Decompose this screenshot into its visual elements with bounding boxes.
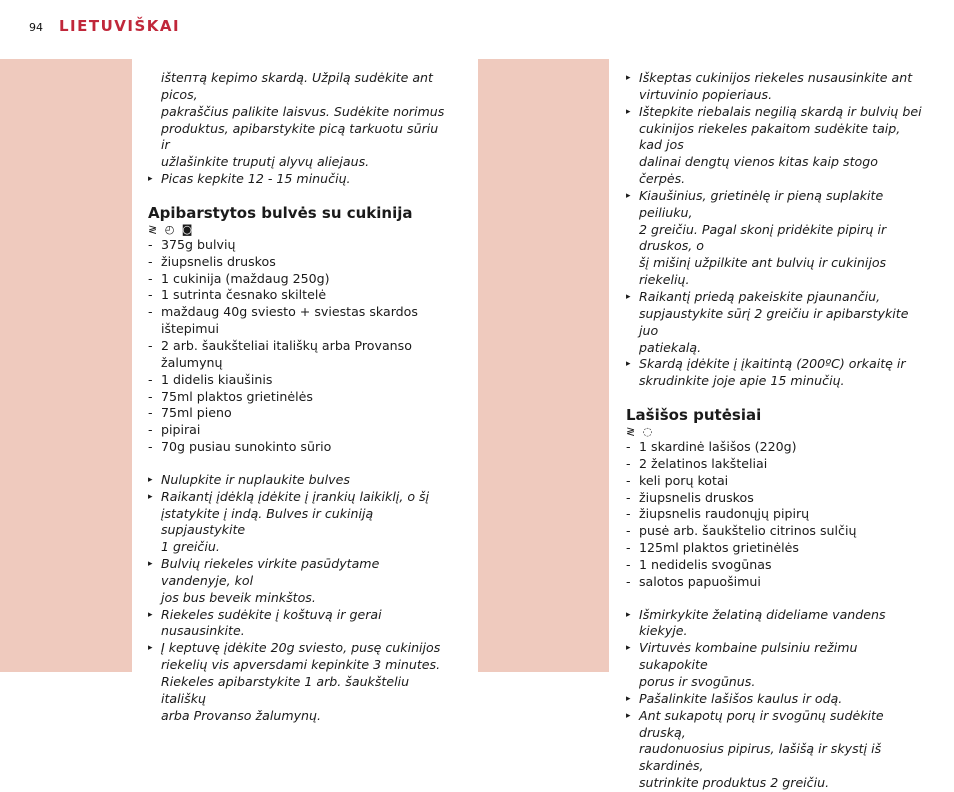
language-title: LIETUVIŠKAI xyxy=(59,17,181,35)
right-column xyxy=(626,70,926,792)
step-item xyxy=(626,188,926,289)
text-line: Į keptuvę įdėkite 20g sviesto, pusę cukinijos xyxy=(161,640,441,656)
ingredient-item xyxy=(626,490,926,507)
ingredient-item xyxy=(626,456,926,473)
text-line: šį mišinį užpilkite ant bulvių ir cukinijos riekelių. xyxy=(639,255,887,288)
text-line: žiupsnelis raudonųjų pipirų xyxy=(639,506,810,522)
recipe-title: Apibarstytos bulvės su cukinija xyxy=(148,203,413,222)
text-line: Bulvių riekeles virkite pasūdytame vandenyje, kol xyxy=(161,556,380,588)
text-line: ištептą kepimo skardą. Užpilą sudėkite ant picos, xyxy=(161,70,433,102)
bullet-marker: ▸ xyxy=(148,609,153,620)
text-line: produktus, apibarstykite picą tarkuotu sūriu ir xyxy=(161,120,439,153)
text-line: 75ml pieno xyxy=(161,405,232,421)
text-line: 75ml plaktos grietinėlės xyxy=(161,388,313,404)
step-item xyxy=(626,356,926,390)
text-line: 375g bulvių xyxy=(161,236,236,252)
dash-marker: - xyxy=(626,556,631,572)
dash-marker: - xyxy=(148,388,153,404)
text-line: 1 sutrinta česnako skiltelė xyxy=(161,287,327,303)
bullet-marker: ▸ xyxy=(626,693,631,704)
text-line: užlašinkite truputį alyvų aliejaus. xyxy=(161,154,370,170)
text-line: virtuvinio popieriaus. xyxy=(639,86,773,102)
text-line: dalinai dengtų vienos kitas kaip stogo čerpės. xyxy=(639,154,878,187)
text-line: 125ml plaktos grietinėlės xyxy=(639,540,799,556)
bullet-marker: ▸ xyxy=(626,359,631,370)
text-line: Iškeptas cukinijos riekeles nusausinkite ant xyxy=(639,70,913,85)
text-line: 1 didelis kiaušinis xyxy=(161,371,273,387)
ingredient-item xyxy=(148,389,448,406)
decorative-band-right xyxy=(478,59,609,672)
step-item xyxy=(626,607,926,641)
recipe-icons: ≷ ◴ ◙ xyxy=(148,222,195,236)
text-line: Išmirkykite želatiną dideliame vandens kiekyje. xyxy=(639,606,886,639)
text-line: pakraščius palikite laisvus. Sudėkite norimus xyxy=(161,103,445,119)
text-line: 1 cukinija (maždaug 250g) xyxy=(161,270,330,286)
text-line: pipirai xyxy=(161,422,201,438)
ingredient-item xyxy=(148,304,448,338)
ingredient-item xyxy=(148,254,448,271)
recipe-title: Lašišos putėsiai xyxy=(626,406,762,425)
text-line: Raikantį įdėklą įdėkite į įrankių laikiklį, o šį xyxy=(161,488,430,504)
text-line: skrudinkite joje apie 15 minučių. xyxy=(639,373,845,389)
decorative-band-left xyxy=(0,59,132,672)
text-line: porus ir svogūnus. xyxy=(639,674,756,689)
text-line: arba Provanso žalumynų. xyxy=(161,707,322,723)
ingredient-item xyxy=(148,405,448,422)
step-item xyxy=(626,70,926,104)
text-line: 2 arb. šaukšteliai itališkų arba Provanso xyxy=(161,337,412,353)
ingredient-item xyxy=(148,237,448,254)
bullet-marker: ▸ xyxy=(626,291,631,302)
continued-text xyxy=(148,70,448,188)
text-line: 1 nedidelis svogūnas xyxy=(639,556,772,572)
text-line: žalumynų xyxy=(161,354,223,370)
dash-marker: - xyxy=(626,455,631,471)
step-item xyxy=(626,691,926,708)
text-line: Nulupkite ir nuplaukite bulves xyxy=(161,471,350,487)
ingredient-item xyxy=(148,372,448,389)
text-line: patiekalą. xyxy=(639,339,702,355)
dash-marker: - xyxy=(148,304,153,320)
dash-marker: - xyxy=(148,287,153,303)
step-item xyxy=(148,607,448,641)
bullet-marker: ▸ xyxy=(148,474,153,485)
text-line: Raikantį priedą pakeiskite pjaunančiu, xyxy=(639,288,881,304)
dash-marker: - xyxy=(626,506,631,522)
text-line: 1 skardinė lašišos (220g) xyxy=(639,439,797,455)
text-line: Ištepkite riebalais negilią skardą ir bulvių bei xyxy=(639,103,922,119)
text-line: Riekeles apibarstykite 1 arb. šaukšteliu itališkų xyxy=(161,674,410,706)
ingredient-item xyxy=(626,473,926,490)
ingredient-item xyxy=(626,540,926,557)
bullet-marker: ▸ xyxy=(626,73,631,83)
text-line: jos bus beveik minkštos. xyxy=(161,589,316,605)
ingredient-item xyxy=(626,506,926,523)
ingredient-item xyxy=(148,422,448,439)
text-line: Virtuvės kombaine pulsiniu režimu sukapokite xyxy=(639,640,858,673)
ingredient-item xyxy=(148,338,448,372)
text-line: Kiaušinius, grietinėlę ir pieną suplakite peiliuku, xyxy=(639,187,884,220)
bullet-marker: ▸ xyxy=(148,174,153,185)
dash-marker: - xyxy=(626,540,631,556)
continued-paragraph xyxy=(148,70,448,171)
text-line: 2 želatinos lakšteliai xyxy=(639,455,768,471)
text-line: įstatykite į indą. Bulves ir cukiniją supjaustykite xyxy=(161,505,374,538)
step-item xyxy=(148,640,448,724)
page-number: 94 xyxy=(29,21,43,34)
text-line: žiupsnelis druskos xyxy=(639,489,754,505)
text-line: pusė arb. šaukštelio citrinos sulčių xyxy=(639,523,857,539)
left-column xyxy=(148,70,448,725)
step-list xyxy=(626,607,926,792)
bullet-marker: ▸ xyxy=(626,190,631,201)
step-item xyxy=(626,104,926,188)
ingredient-item xyxy=(148,439,448,456)
bullet-marker: ▸ xyxy=(626,106,631,117)
bullet-marker: ▸ xyxy=(626,609,631,620)
text-line: cukinijos riekeles pakaitom sudėkite taip, kad jos xyxy=(639,120,901,153)
dash-marker: - xyxy=(148,439,153,455)
text-line: Skardą įdėkite į įkaitintą (200ºC) orkaitę ir xyxy=(639,356,906,372)
dash-marker: - xyxy=(626,489,631,505)
dash-marker: - xyxy=(148,371,153,387)
dash-marker: - xyxy=(626,472,631,488)
dash-marker: - xyxy=(148,337,153,353)
step-list xyxy=(626,70,926,390)
bullet-marker: ▸ xyxy=(148,643,153,654)
step-item xyxy=(148,472,448,489)
text-line: 70g pusiau sunokinto sūrio xyxy=(161,439,332,455)
text-line: keli porų kotai xyxy=(639,472,729,488)
ingredient-item xyxy=(626,439,926,456)
dash-marker: - xyxy=(626,523,631,539)
text-line: maždaug 40g sviesto + sviestas skardos xyxy=(161,304,418,320)
text-line: Picas kepkite 12 - 15 minučių. xyxy=(161,171,351,187)
step-item xyxy=(148,556,448,607)
text-line: riekelių vis apversdami kepinkite 3 minutes. xyxy=(161,657,441,673)
step-item xyxy=(148,489,448,556)
dash-marker: - xyxy=(148,236,153,252)
bullet-marker: ▸ xyxy=(626,643,631,654)
ingredient-list xyxy=(148,237,448,456)
text-line: supjaustykite sūrį 2 greičiu ir apibarstykite juo xyxy=(639,305,909,338)
step-item xyxy=(626,708,926,792)
bullet-marker: ▸ xyxy=(148,491,153,502)
ingredient-item xyxy=(148,271,448,288)
text-line: ištepimui xyxy=(161,321,219,337)
text-line: žiupsnelis druskos xyxy=(161,253,276,269)
text-line: Ant sukapotų porų ir svogūnų sudėkite druską, xyxy=(639,707,884,740)
bullet-marker: ▸ xyxy=(148,559,153,570)
recipe-icons: ≷ ◌ xyxy=(626,425,655,439)
ingredient-item xyxy=(148,287,448,304)
dash-marker: - xyxy=(148,405,153,421)
bullet-marker: ▸ xyxy=(626,710,631,721)
text-line: salotos papuošimui xyxy=(639,573,761,589)
dash-marker: - xyxy=(626,573,631,589)
step-item xyxy=(148,171,448,188)
dash-marker: - xyxy=(626,439,631,455)
text-line: Riekeles sudėkite į koštuvą ir gerai nusausinkite. xyxy=(161,606,382,639)
text-line: 2 greičiu. Pagal skonį pridėkite pipirų ir druskos, o xyxy=(639,221,887,254)
text-line: sutrinkite produktus 2 greičiu. xyxy=(639,775,830,791)
text-line: raudonuosius pipirus, lašišą ir skystį iš skardinės, xyxy=(639,741,882,774)
step-list xyxy=(148,472,448,725)
dash-marker: - xyxy=(148,270,153,286)
ingredient-item xyxy=(626,574,926,591)
text-line: 1 greičiu. xyxy=(161,539,220,555)
ingredient-list xyxy=(626,439,926,591)
step-item xyxy=(626,289,926,356)
dash-marker: - xyxy=(148,422,153,438)
ingredient-item xyxy=(626,523,926,540)
text-line: Pašalinkite lašišos kaulus ir odą. xyxy=(639,690,843,706)
ingredient-item xyxy=(626,557,926,574)
step-item xyxy=(626,640,926,691)
dash-marker: - xyxy=(148,253,153,269)
